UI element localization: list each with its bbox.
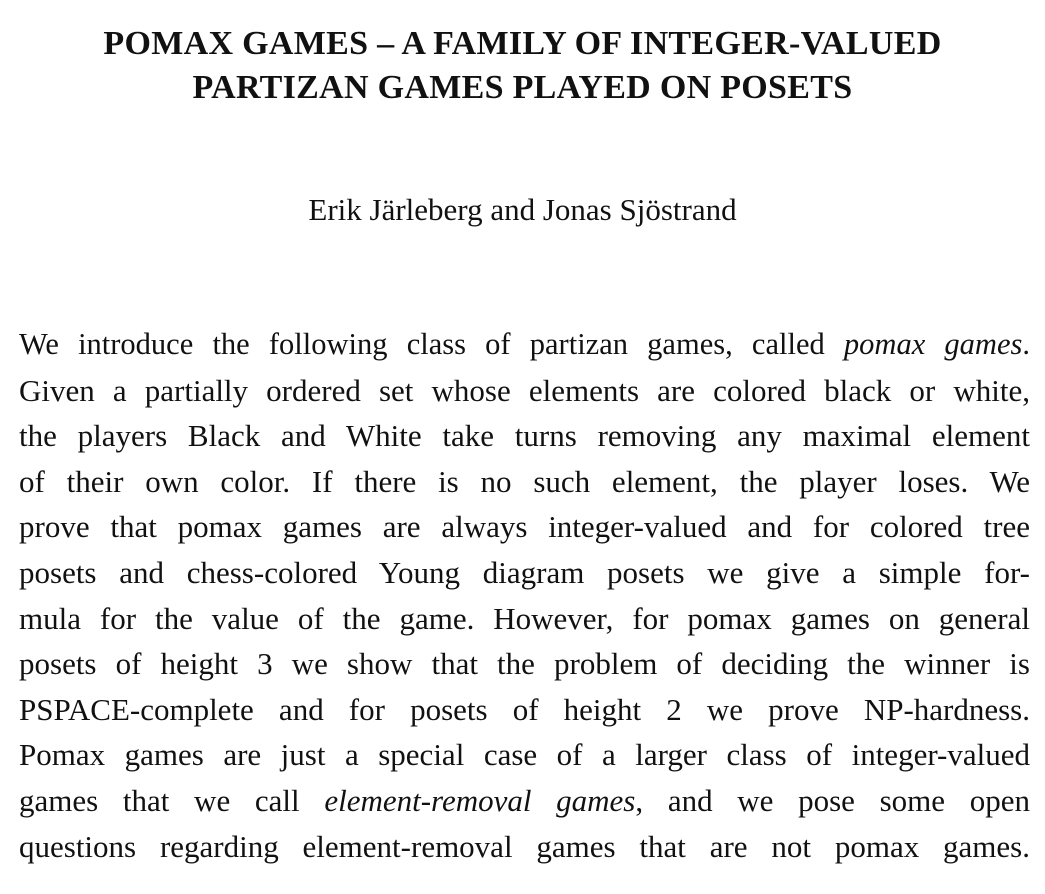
term-pomax-games: pomax games [843, 327, 1023, 361]
abstract-line-5: prove that pomax games are always integer-valued and for colored tree [19, 509, 1030, 545]
abstract-line-11 [19, 778, 1030, 824]
abstract-line-9: PSPACE-complete and for posets of height 2 we prove NP-hardness. [19, 691, 1030, 727]
authors: Erik Järleberg and Jonas Sjöstrand [308, 192, 737, 227]
abstract-text: . [1022, 327, 1030, 361]
abstract-line-3: the players Black and White take turns removing any maximal element [19, 418, 1030, 454]
abstract-line-10: Pomax games are just a special case of a larger class of integer-valued [19, 737, 1030, 773]
abstract-line-12: questions regarding element-removal games that are not pomax games. [19, 828, 1030, 864]
title-line-2: PARTIZAN GAMES PLAYED ON POSETS [192, 69, 853, 106]
abstract-text: , and we pose some open [635, 782, 1030, 818]
abstract-line-8: posets of height 3 we show that the problem of deciding the winner is [19, 646, 1030, 682]
abstract-line-1 [19, 322, 1030, 368]
abstract-text: We introduce the following class of partizan games, called [19, 327, 844, 361]
abstract-text: games that we call [19, 782, 325, 818]
title-line-1: POMAX GAMES – A FAMILY OF INTEGER-VALUED [103, 25, 942, 62]
abstract [19, 322, 1030, 869]
paper-title [0, 22, 1045, 110]
abstract-line-7: mula for the value of the game. However, for pomax games on general [19, 600, 1030, 636]
term-element-removal-games: element-removal games [324, 782, 636, 818]
abstract-line-4: of their own color. If there is no such element, the player loses. We [19, 463, 1030, 499]
abstract-line-2: Given a partially ordered set whose elements are colored black or white, [19, 372, 1030, 408]
abstract-line-6: posets and chess-colored Young diagram posets we give a simple for- [19, 554, 1030, 590]
